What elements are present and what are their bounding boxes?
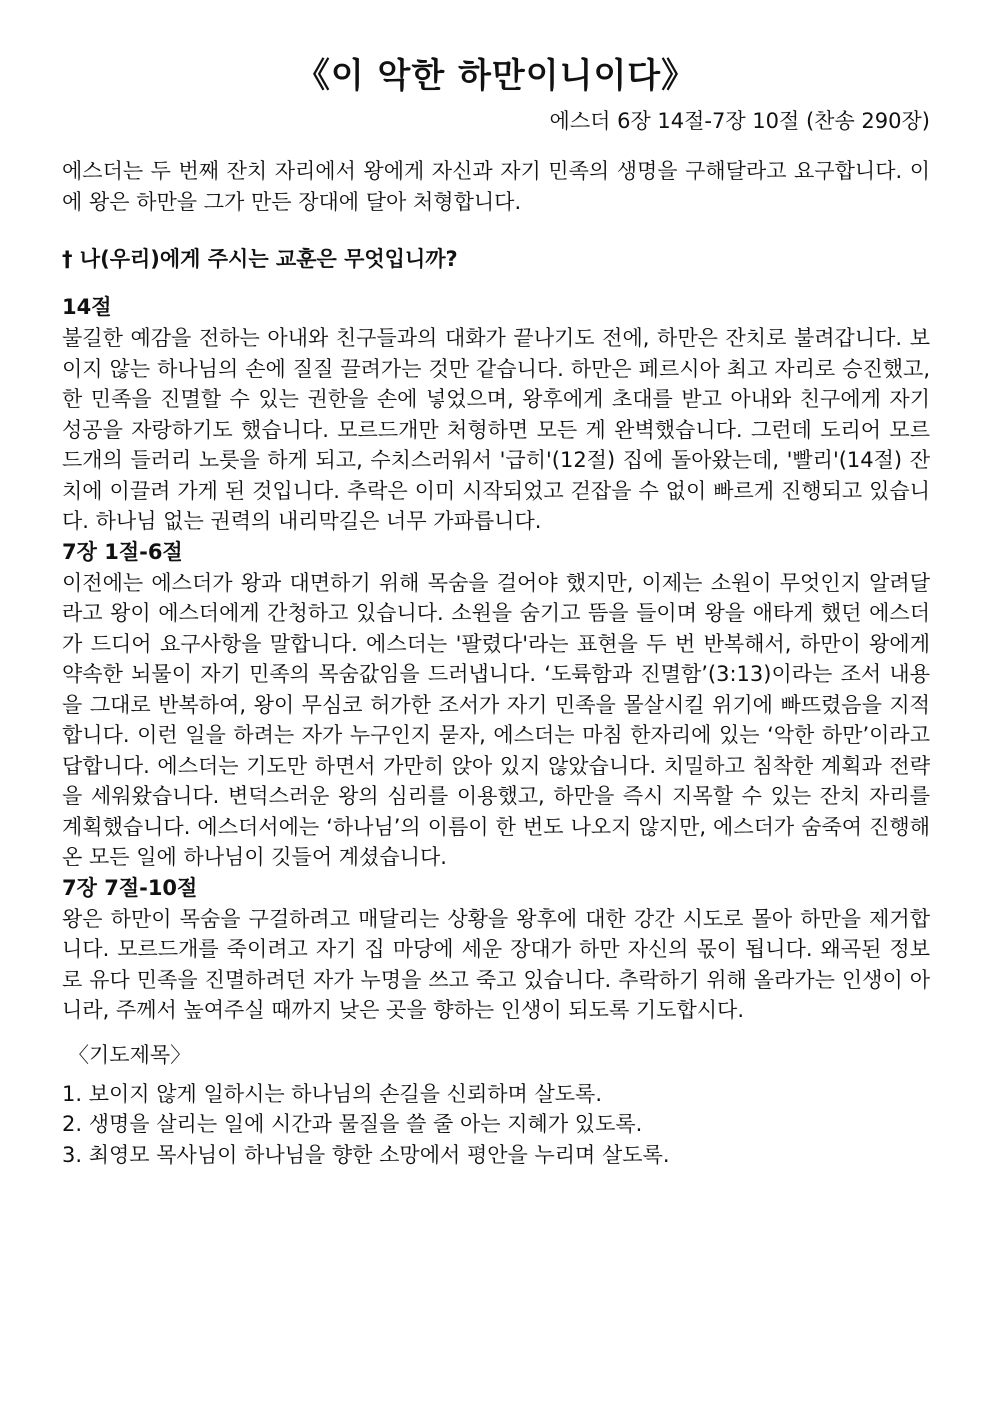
scripture-reference: 에스더 6장 14절-7장 10절 (찬송 290장): [549, 109, 930, 133]
section-body-7-7-10: 왕은 하만이 목숨을 구걸하려고 매달리는 상황을 왕후에 대한 강간 시도로 몰아 하만을 제거합니다. 모르드개를 죽이려고 자기 집 마당에 세운 장대가 하만 자신의 몫이 됩니다. 왜곡된 정보로 유다 민족을 진멸하려던 자가 누명을 쓰고 죽고 있습니다. 추락하기 위해 올라가는 인생이 아니라, 주께서 높여주실 때까지 낮은 곳을 향하는 인생이 되도록 기도합시다.: [62, 906, 930, 1022]
prayer-list: [62, 1079, 930, 1171]
section-heading-14: 14절: [62, 295, 112, 319]
prayer-item: 1. 보이지 않게 일하시는 하나님의 손길을 신뢰하며 살도록.: [62, 1081, 603, 1106]
prayer-item: 3. 최영모 목사님이 하나님을 향한 소망에서 평안을 누리며 살도록.: [62, 1142, 670, 1167]
prayer-item: 2. 생명을 살리는 일에 시간과 물질을 쓸 줄 아는 지혜가 있도록.: [62, 1112, 643, 1136]
page-title: 《이 악한 하만이니이다》: [295, 56, 697, 96]
section-heading-7-1-6: 7장 1절-6절: [62, 539, 183, 564]
section-body-14: 불길한 예감을 전하는 아내와 친구들과의 대화가 끝나기도 전에, 하만은 잔치로 불려갑니다. 보이지 않는 하나님의 손에 질질 끌려가는 것만 같습니다. 하만은 페르시아 최고 자리로 승진했고, 한 민족을 진멸할 수 있는 권한을 손에 넣었으며, 왕후에게 초대를 받고 아내와 친구에게 자기 성공을 자랑하기도 했습니다. 모르드개만 처형하면 모든 게 완벽했습니다. 그런데 도리어 모르드개의 들러리 노릇을 하게 되고, 수치스러워서 '급히'(12절) 집에 돌아왔는데, '빨리'(14절) 잔치에 이끌려 가게 된 것입니다. 추락은 이미 시작되었고 걷잡을 수 없이 빠르게 진행되고 있습니다. 하나님 없는 권력의 내리막길은 너무 가파릅니다.: [62, 326, 930, 533]
prayer-title: 〈기도제목〉: [68, 1042, 192, 1067]
section-body-7-1-6: 이전에는 에스더가 왕과 대면하기 위해 목숨을 걸어야 했지만, 이제는 소원이 무엇인지 알려달라고 왕이 에스더에게 간청하고 있습니다. 소원을 숨기고 뜸을 들이며 왕을 애타게 했던 에스더가 드디어 요구사항을 말합니다. 에스더는 '팔렸다'라는 표현을 두 번 반복해서, 하만이 왕에게 약속한 뇌물이 자기 민족의 목숨값임을 드러냅니다. ‘도륙함과 진멸함’(3:13)이라는 조서 내용을 그대로 반복하여, 왕이 무심코 허가한 조서가 자기 민족을 몰살시킬 위기에 빠뜨렸음을 지적합니다. 이런 일을 하려는 자가 누구인지 묻자, 에스더는 마침 한자리에 있는 ‘악한 하만’이라고 답합니다. 에스더는 기도만 하면서 가만히 앉아 있지 않았습니다. 치밀하고 침착한 계획과 전략을 세워왔습니다. 변덕스러운 왕의 심리를 이용했고, 하만을 즉시 지목할 수 있는 잔치 자리를 계획했습니다. 에스더서에는 ‘하나님’의 이름이 한 번도 나오지 않지만, 에스더가 숨죽여 진행해 온 모든 일에 하나님이 깃들어 계셨습니다.: [62, 570, 930, 869]
intro-paragraph: 에스더는 두 번째 잔치 자리에서 왕에게 자신과 자기 민족의 생명을 구해달라고 요구합니다. 이에 왕은 하만을 그가 만든 장대에 달아 처형합니다.: [62, 159, 930, 214]
lesson-question: † 나(우리)에게 주시는 교훈은 무엇입니까?: [62, 247, 458, 271]
section-heading-7-7-10: 7장 7절-10절: [62, 875, 198, 900]
